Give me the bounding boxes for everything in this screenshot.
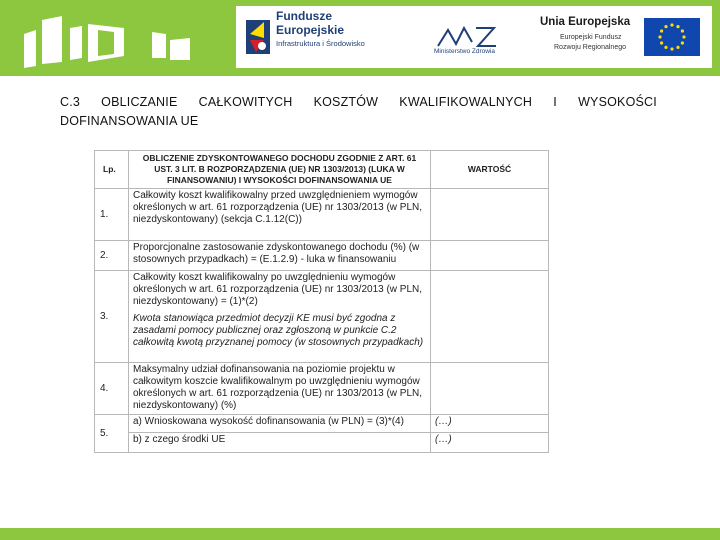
row-number: 1. [95, 189, 129, 241]
ministerstwo-label: Ministerstwo Zdrowia [434, 48, 496, 55]
row-description: Maksymalny udział dofinansowania na poziomie projektu w całkowitym koszcie kwalifikowalnym po uwzględnieniu wymogów określonych w art. 61 rozporządzenia (UE) nr 1303/2013 (w PLN, niezdyskontowany) (%) [129, 363, 431, 415]
row-value[interactable] [431, 189, 549, 241]
table-row [95, 271, 549, 363]
fundusze-line2: Europejskie [276, 23, 345, 37]
ue-fund-line2: Rozwoju Regionalnego [554, 44, 626, 51]
row-description-group [129, 271, 431, 363]
partner-logos-panel [236, 6, 712, 68]
title-word: C.3 [60, 95, 81, 109]
row-description: Całkowity koszt kwalifikowalny przed uwzględnieniem wymogów określonych w art. 61 rozporządzenia (UE) nr 1303/2013 (w PLN, niezdyskontowany) (sekcja C.1.12(C)) [129, 189, 431, 241]
eu-flag-icon [644, 18, 700, 56]
row-number: 4. [95, 363, 129, 415]
row-value-a[interactable]: (…) [431, 415, 549, 433]
title-word: CAŁKOWITYCH [198, 95, 293, 109]
table-row [95, 241, 549, 271]
header-bar [0, 0, 720, 76]
row-value[interactable] [431, 271, 549, 363]
header-description: OBLICZENIE ZDYSKONTOWANEGO DOCHODU ZGODNIE Z ART. 61 UST. 3 LIT. B ROZPORZĄDZENIA (UE) NR 1303/2013) (LUKA W FINANSOWANIU) I WYSOKOŚCI DOFINANSOWANIA UE [129, 151, 431, 189]
row-description-b: b) z czego środki UE [129, 433, 431, 453]
row-number: 5. [95, 415, 129, 453]
row-description: Proporcjonalne zastosowanie zdyskontowanego dochodu (%) (w stosownych przypadkach) = (E.1.2.9) - luka w finansowaniu [129, 241, 431, 271]
table-row [95, 415, 549, 433]
title-word: OBLICZANIE [101, 95, 178, 109]
row-value-b[interactable]: (…) [431, 433, 549, 453]
row-note: Kwota stanowiąca przedmiot decyzji KE musi być zgodna z zasadami pomocy publicznej oraz zgłoszoną w punkcie C.2 całkowitą kwotą przyznanej pomocy (w stosownych przypadkach) [133, 313, 424, 348]
header-lp: Lp. [95, 151, 129, 189]
row-description: Całkowity koszt kwalifikowalny po uwzględnieniu wymogów określonych w art. 61 rozporządzenia (UE) nr 1303/2013 (w PLN, niezdyskontowany) = (1)*(2) [133, 272, 423, 307]
decorative-logo-shapes [22, 12, 192, 70]
row-value[interactable] [431, 241, 549, 271]
row-number: 2. [95, 241, 129, 271]
table-header-row [95, 151, 549, 189]
footer-bar [0, 528, 720, 540]
row-description-a: a) Wnioskowana wysokość dofinansowania (w PLN) = (3)*(4) [129, 415, 431, 433]
row-number: 3. [95, 271, 129, 363]
ue-fund-line1: Europejski Fundusz [560, 34, 622, 41]
unia-europejska-title: Unia Europejska [540, 16, 631, 28]
fundusze-line1: Fundusze [276, 9, 332, 23]
title-word: KOSZTÓW [313, 95, 379, 109]
header-value: WARTOŚĆ [431, 151, 549, 189]
table-row [95, 189, 549, 241]
fundusze-subtitle: Infrastruktura i Środowisko [276, 39, 365, 48]
title-word: I [553, 95, 557, 109]
title-word: WYSOKOŚCI [578, 95, 657, 109]
row-value[interactable] [431, 363, 549, 415]
cost-calculation-table [94, 150, 549, 453]
title-word: KWALIFIKOWALNYCH [399, 95, 533, 109]
ministerstwo-zdrowia-icon [432, 16, 508, 62]
title-line2: DOFINANSOWANIA UE [60, 114, 199, 128]
section-title [60, 93, 657, 131]
table-row [95, 363, 549, 415]
table-row [95, 433, 549, 453]
